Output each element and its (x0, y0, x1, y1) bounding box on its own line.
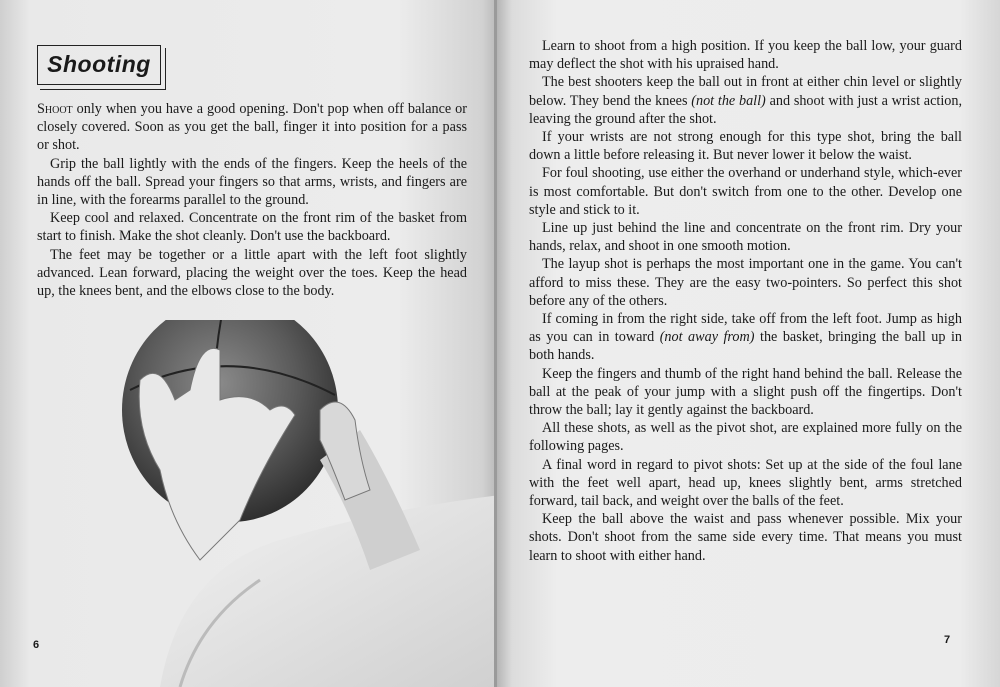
paragraph: Keep cool and relaxed. Concentrate on the front rim of the basket from start to finish. Make the shot cleanly. Don't use the backboard. (37, 210, 467, 245)
page-number-left: 6 (33, 639, 40, 651)
paragraph: If your wrists are not strong enough for this type shot, bring the ball down a little before releasing it. But never lower it below the waist. (529, 129, 962, 164)
paragraph: All these shots, as well as the pivot shot, are explained more fully on the following pages. (529, 420, 962, 455)
paragraph: Learn to shoot from a high position. If you keep the ball low, your guard may deflect the shot with his upraised hand. (529, 38, 962, 73)
paragraph: The layup shot is perhaps the most important one in the game. You can't afford to miss these. They are the easy two-pointers. So perfect this shot before any of the others. (529, 256, 962, 309)
paragraph-text: The best shooters keep the ball out in front at either chin level or slightly below. They bend the knees (529, 74, 962, 109)
page-number-right: 7 (944, 634, 951, 646)
paragraph-text: and shoot with just a wrist action, leaving the ground after the shot. (529, 92, 963, 127)
left-body-text (37, 100, 467, 300)
paragraph-text: If coming in from the right side, take off from the left foot. Jump as high as you can in toward (529, 311, 962, 346)
paragraph: Grip the ball lightly with the ends of the fingers. Keep the heels of the hands off the ball. Spread your fingers so that arms, wrists, and fingers are in line, with the forearms parallel to the ground. (37, 155, 467, 209)
paragraph: Line up just behind the line and concentrate on the front rim. Dry your hands, relax, and shoot in one smooth motion. (529, 220, 962, 255)
paragraph: The feet may be together or a little apart with the left foot slightly advanced. Lean forward, placing the weight over the toes. Keep the head up, the knees bent, and the elbows close to the body. (37, 246, 467, 300)
right-body-text (529, 37, 962, 565)
paragraph (529, 73, 962, 128)
left-page (0, 0, 497, 687)
paragraph: Keep the fingers and thumb of the right hand behind the ball. Release the ball at the peak of your jump with a slight push off the fingertips. Don't throw the ball; lay it gently against the backboard. (529, 365, 962, 419)
page-heading: Shooting (47, 51, 151, 77)
heading-box (37, 45, 161, 85)
italic-phrase: (not away from) (659, 329, 755, 346)
paragraph (37, 100, 467, 155)
paragraph (529, 310, 962, 365)
paragraph: For foul shooting, use either the overhand or underhand style, which-ever is most comfortable. But don't switch from one to the other. Develop one style and stick to it. (529, 165, 962, 218)
paragraph-text: the basket, bringing the ball up in both hands. (529, 329, 962, 364)
lead-word: Shoot (37, 101, 73, 117)
basketball-hands-photo (120, 320, 497, 687)
paragraph-text: only when you have a good opening. Don't pop when off balance or closely covered. Soon as you get the ball, finger it into position for a pass or shot. (37, 101, 467, 154)
paragraph: A final word in regard to pivot shots: Set up at the side of the foul lane with the feet well apart, head up, knees slightly bent, arms stretched forward, tail back, and weight over the balls of the feet. (529, 456, 962, 510)
right-page (497, 0, 1000, 687)
italic-phrase: (not the ball) (691, 92, 766, 109)
paragraph: Keep the ball above the waist and pass whenever possible. Mix your shots. Don't shoot from the same side every time. That means you must learn to shoot with either hand. (529, 511, 962, 564)
